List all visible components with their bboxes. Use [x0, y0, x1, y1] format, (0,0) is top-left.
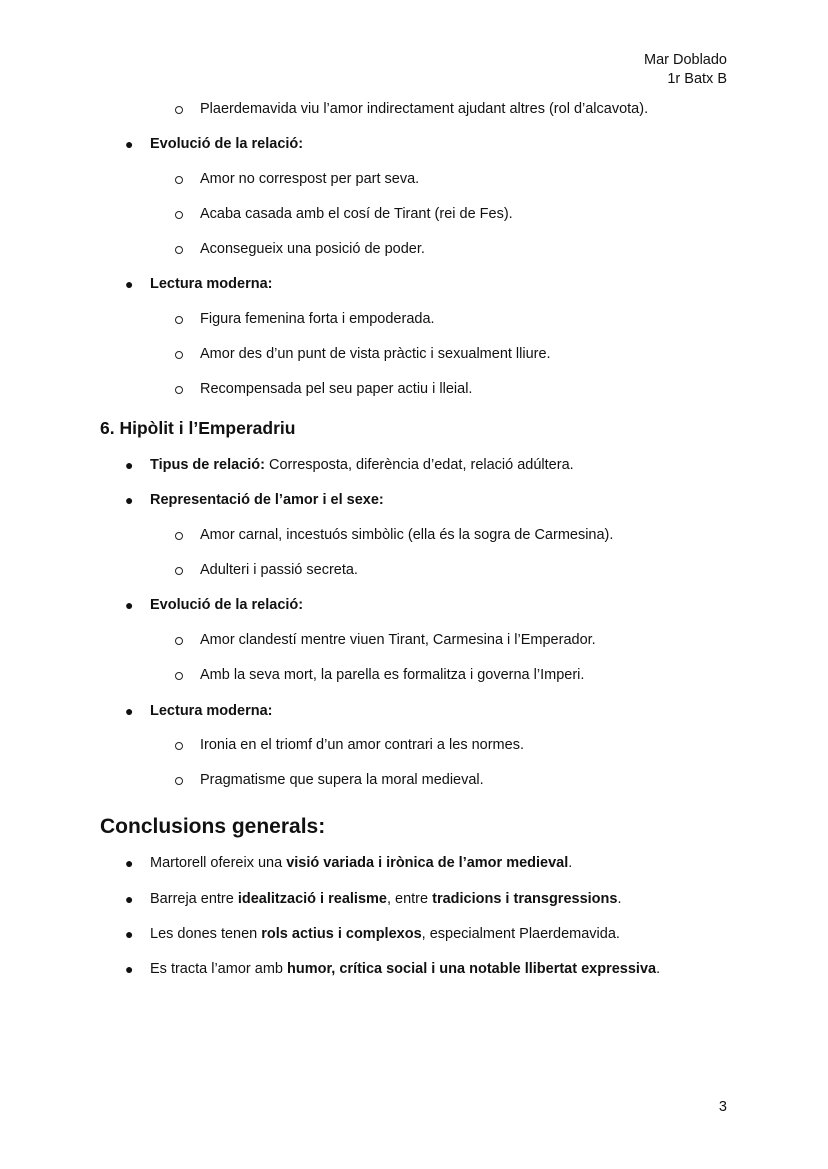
bullet-icon: ● [125, 926, 134, 942]
list-item: Ironia en el triomf d’un amor contrari a les normes. [200, 737, 524, 753]
sub-bullet-icon [175, 386, 183, 394]
bullet-icon: ● [125, 276, 134, 292]
list-item: Amor no correspost per part seva. [200, 171, 420, 187]
sub-bullet-icon [175, 637, 183, 645]
list-item: Recompensada pel seu paper actiu i lleial. [200, 381, 473, 397]
class-name: 1r Batx B [667, 71, 727, 87]
list-item: Martorell ofereix una visió variada i irònica de l’amor medieval. [150, 855, 573, 871]
sub-bullet-icon [175, 106, 183, 114]
list-item: Les dones tenen rols actius i complexos, especialment Plaerdemavida. [150, 926, 620, 942]
bullet-icon: ● [125, 492, 134, 508]
sub-bullet-icon [175, 176, 183, 184]
list-label: Lectura moderna: [150, 703, 273, 719]
list-item: Figura femenina forta i empoderada. [200, 311, 435, 327]
sub-bullet-icon [175, 742, 183, 750]
list-item: Plaerdemavida viu l’amor indirectament ajudant altres (rol d’alcavota). [200, 101, 649, 117]
list-label: Lectura moderna: [150, 276, 273, 292]
sub-bullet-icon [175, 532, 183, 540]
list-item: Amor clandestí mentre viuen Tirant, Carmesina i l’Emperador. [200, 632, 596, 648]
bullet-icon: ● [125, 597, 134, 613]
list-label: Representació de l’amor i el sexe: [150, 492, 384, 508]
list-label: Evolució de la relació: [150, 597, 304, 613]
list-item: Tipus de relació: Corresposta, diferència d’edat, relació adúltera. [150, 457, 574, 473]
sub-bullet-icon [175, 351, 183, 359]
section-heading: Conclusions generals: [100, 815, 326, 838]
section-heading: 6. Hipòlit i l’Emperadriu [100, 418, 296, 438]
bullet-icon: ● [125, 703, 134, 719]
bullet-icon: ● [125, 136, 134, 152]
sub-bullet-icon [175, 672, 183, 680]
bullet-icon: ● [125, 855, 134, 871]
bullet-icon: ● [125, 961, 134, 977]
list-item: Amb la seva mort, la parella es formalitza i governa l’Imperi. [200, 667, 585, 683]
list-item: Es tracta l’amor amb humor, crítica social i una notable llibertat expressiva. [150, 961, 661, 977]
list-item: Aconsegueix una posició de poder. [200, 241, 425, 257]
page-number: 3 [718, 1099, 727, 1115]
list-item: Adulteri i passió secreta. [200, 562, 358, 578]
list-item: Amor des d’un punt de vista pràctic i sexualment lliure. [200, 346, 551, 362]
author-name: Mar Doblado [643, 52, 727, 68]
list-item: Pragmatisme que supera la moral medieval. [200, 772, 484, 788]
page-header [644, 51, 727, 89]
bullet-icon: ● [125, 891, 134, 907]
sub-bullet-icon [175, 777, 183, 785]
bullet-icon: ● [125, 457, 134, 473]
list-label: Evolució de la relació: [150, 136, 304, 152]
sub-bullet-icon [175, 316, 183, 324]
list-item: Amor carnal, incestuós simbòlic (ella és la sogra de Carmesina). [200, 527, 614, 543]
sub-bullet-icon [175, 211, 183, 219]
sub-bullet-icon [175, 567, 183, 575]
list-item: Barreja entre idealització i realisme, entre tradicions i transgressions. [150, 891, 622, 907]
sub-bullet-icon [175, 246, 183, 254]
list-item: Acaba casada amb el cosí de Tirant (rei de Fes). [200, 206, 513, 222]
